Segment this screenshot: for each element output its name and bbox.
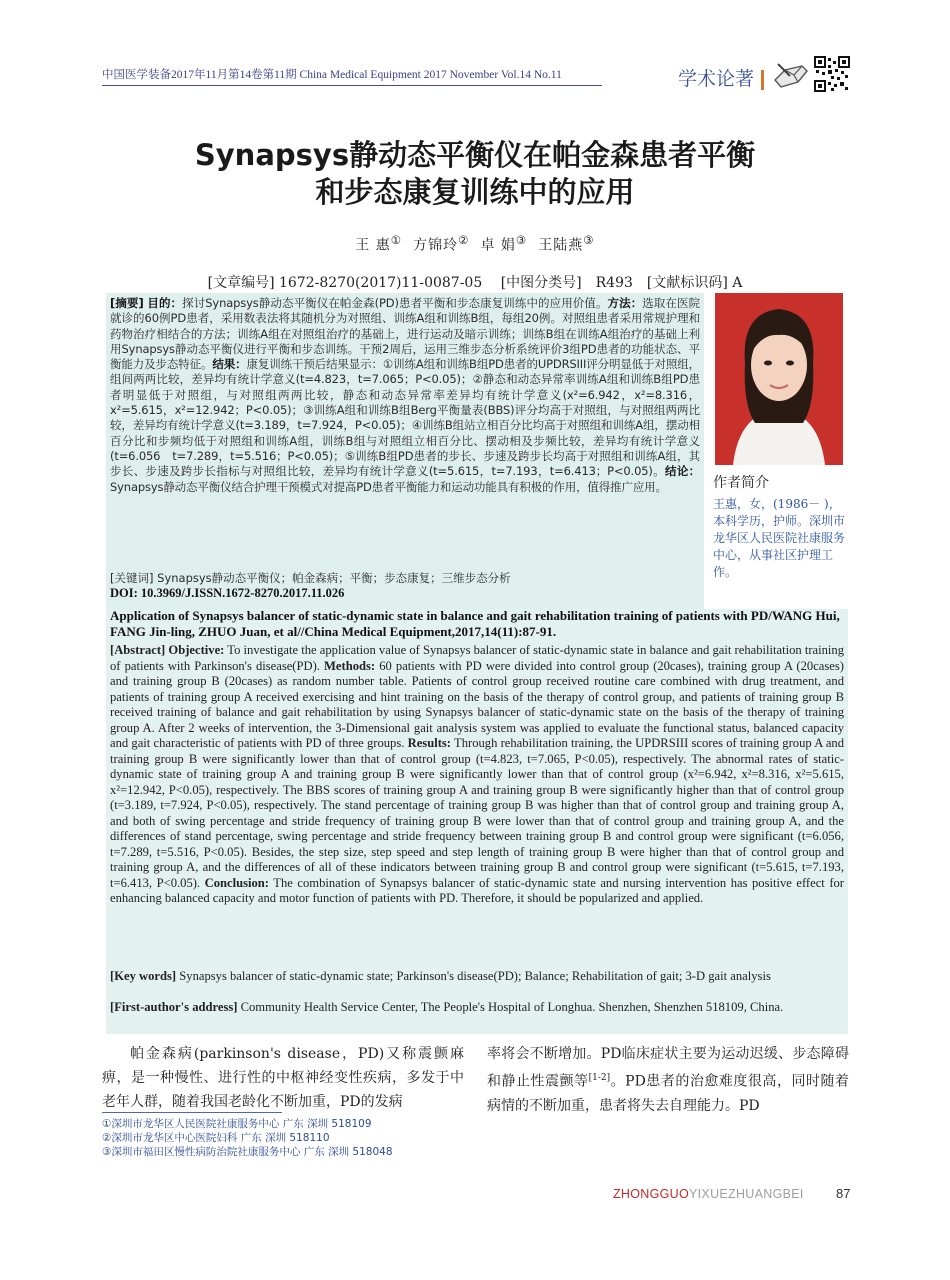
en-methods-label: Methods: — [324, 658, 376, 673]
body-right-part-1: 率将会不断增加。PD临床症状主要为运动迟缓、步态障碍和静止性震颤等 — [487, 1046, 849, 1090]
author-name: 方锦玲 — [413, 237, 459, 254]
cn-keywords-label: [关键词] — [110, 571, 154, 585]
cn-objective-label: 目的： — [147, 296, 183, 310]
cn-results-text: 康复训练干预后结果显示：①训练A组和训练B组PD患者的UPDRSIII评分明显低于对照组，组间两两比较，差异均有统计学意义(t=4.823，t=7.065；P<0.05)；②静态和动态异常率训练A组和训练B组PD患者明显低于对照组，与对照组两两比较，静态和动态异常率差异均有统计学意义(x²=6.942，x²=8.316，x²=5.615，x²=12.942；P<0.05)；③训练A组和训练B组Berg平衡量表(BBS)评分均高于对照组，与对照组两两比较，差异均有统计学意义(t=3.189，t=7.924，P<0.05)；④训练B组站立相百分比均高于对照组和训练A组，摆动相百分比和步频均低于对照组和训练A组，训练B组与对照组立相百分比、摆动相及步频比较，差异均有统计学意义(t=6.056 t=7.289，t=5.516；P<0.05)；⑤训练B组PD患者的步长、步速及跨步长均高于对照组和训练A组，其步长、步速及跨步长指标与对照组比较，差异均有统计学意义(t=5.615，t=7.193，t=6.413；P<0.05)。 — [110, 357, 700, 479]
en-abstract-label: [Abstract] — [110, 643, 166, 657]
footnote-rule — [102, 1112, 282, 1113]
author-name: 王陆燕 — [538, 237, 584, 254]
section-divider — [761, 70, 764, 90]
article-info: [文章编号] 1672-8270(2017)11-0087-05 [中图分类号] R493 [文献标识码] A — [207, 275, 743, 291]
cn-methods-label: 方法： — [607, 296, 643, 310]
cn-conclusion-text: Synapsys静动态平衡仪结合护理干预模式对提高PD患者平衡能力和运动功能具有积极的作用，值得推广应用。 — [110, 479, 667, 494]
body-text-left: 帕金森病(parkinson's disease，PD)又称震颤麻痹，是一种慢性、进行性的中枢神经变性疾病，多发于中老年人群，随着我国老龄化不断加重，PD的发病 — [102, 1046, 464, 1110]
affiliation-footnotes — [102, 1117, 522, 1159]
footer-magazine-name — [613, 1187, 804, 1201]
author-name: 卓 娟 — [480, 237, 516, 254]
reference-citation: [1-2] — [588, 1073, 611, 1083]
cn-keywords-text: Synapsys静动态平衡仪；帕金森病；平衡；步态康复；三维步态分析 — [157, 571, 511, 585]
article-title — [0, 137, 950, 211]
en-objective-label: Objective: — [168, 643, 225, 657]
footer-mag-gray: YIXUEZHUANGBEI — [689, 1187, 804, 1201]
body-right-part-2: 。PD患者的治愈难度很高，同时随着病情的不断加重，患者将失去自理能力。PD — [487, 1073, 849, 1114]
cn-keywords — [110, 570, 700, 586]
cn-abstract-label: [摘要] — [110, 296, 144, 310]
en-conclusion-text: The combination of Synapsys balancer of static-dynamic state and nursing intervention has positive effect for enhancing balanced capacity and motor function of patients with PD. Therefore, it should be popularized and applied. — [110, 875, 845, 905]
author-list — [0, 233, 950, 255]
body-text-right — [487, 1042, 849, 1118]
footer-mag-red: ZHONGGUO — [613, 1187, 690, 1201]
footnote-item: ②深圳市龙华区中心医院妇科 广东 深圳 518110 — [102, 1132, 330, 1144]
author-name: 王 惠 — [355, 237, 391, 254]
cn-results-label: 结果： — [212, 357, 247, 372]
en-abstract — [110, 643, 844, 907]
en-title: Application of Synapsys balancer of static-dynamic state in balance and gait rehabilitation training of patients with PD/WANG Hui, FANG Jin-ling, ZHUO Juan, et al//China Medical Equipment,2017,14(11):87-91. — [110, 608, 840, 639]
cn-objective-text: 探讨Synapsys静动态平衡仪在帕金森(PD)患者平衡和步态康复训练中的应用价值。 — [182, 296, 608, 310]
cn-conclusion-label: 结论： — [665, 464, 700, 479]
title-line-2: 和步态康复训练中的应用 — [315, 175, 635, 209]
footnote-item: ①深圳市龙华区人民医院社康服务中心 广东 深圳 518109 — [102, 1118, 372, 1130]
portrait-image — [715, 293, 843, 465]
page-number: 87 — [836, 1186, 851, 1201]
title-line-1: Synapsys静动态平衡仪在帕金森患者平衡 — [194, 138, 756, 172]
author-affiliation-mark: ① — [390, 233, 403, 247]
author-profile-bio: 王惠，女，(1986－ )，本科学历，护师。深圳市龙华区人民医院社康服务中心，从事社区护理工作。 — [713, 497, 846, 579]
en-keywords — [110, 969, 844, 985]
cn-methods-text: 选取在医院就诊的60例PD患者，采用数表法将其随机分为对照组、训练A组和训练B组，每组20例。对照组患者采用常规护理和药物治疗相结合的方法；训练A组在对照组治疗的基础上，进行运动及暗示训练；训练B组在训练A组治疗的基础上利用Synapsys静动态平衡仪进行平衡和步态训练。干预2周后，运用三维步态分析系统评价3组PD患者的功能状态、平衡能力及步态特征。 — [110, 296, 700, 372]
author-photo — [715, 293, 843, 465]
en-results-label: Results: — [407, 736, 452, 750]
en-objective-text: To investigate the application value of Synapsys balancer of static-dynamic state in balance and gait rehabilitation training of patients with Parkinson's disease(PD). — [110, 643, 845, 673]
en-keywords-text: Synapsys balancer of static-dynamic state; Parkinson's disease(PD); Balance; Rehabilitation of gait; 3-D gait analysis — [179, 969, 771, 983]
en-keywords-label: [Key words] — [110, 969, 177, 983]
hand-pen-icon — [772, 56, 810, 94]
cn-abstract — [110, 296, 700, 495]
section-tag: 学术论著 — [678, 68, 755, 90]
author-affiliation-mark: ② — [458, 233, 470, 247]
en-address-text: Community Health Service Center, The People's Hospital of Longhua. Shenzhen, Shenzhen 518109, China. — [240, 1000, 784, 1014]
footnote-item: ③深圳市福田区慢性病防治院社康服务中心 广东 深圳 518048 — [102, 1146, 393, 1158]
journal-header: 中国医学装备2017年11月第14卷第11期 China Medical Equipment 2017 November Vol.14 No.11 — [102, 66, 602, 86]
en-results-text: Through rehabilitation training, the UPDRSIII scores of training group A and training group B were significantly lower than that of control group (t=4.823, t=7.065, P<0.05), respectively. The abnormal rates of static-dynamic state of training group A and training group B were significantly lower than that of control group (x²=6.942, x²=8.316, x²=5.615, x²=12.942, P<0.05), respectively. The BBS scores of training group A and training group B were significantly higher than that of control group (t=3.189, t=7.924, P<0.05), respectively. The stand percentage of training group B was higher than that of control group and training group A, and both of swing percentage and stride frequency of training group B were lower than that of control group and training group A, and the differences of stand percentage, swing percentage and stride frequency between training group B and control group were significant (t=6.056, t=7.289, t=5.516, P<0.05). Besides, the step size, step speed and step length of training group B were higher than that of control group and training group A, and the differences of all of these indicators between training group B and control group were significant (t=5.615, t=7.193, t=6.413, P<0.05). — [110, 736, 845, 890]
en-conclusion-label: Conclusion: — [204, 875, 269, 890]
en-first-author-address — [110, 1000, 844, 1016]
author-affiliation-mark: ③ — [583, 233, 595, 247]
qr-code-icon — [814, 56, 850, 92]
author-affiliation-mark: ③ — [515, 233, 528, 247]
author-profile-heading: 作者简介 — [713, 475, 769, 491]
doi: DOI: 10.3969/J.ISSN.1672-8270.2017.11.026 — [110, 586, 345, 600]
en-methods-text: 60 patients with PD were divided into control group (20cases), training group A (20cases) and training group B (20cases) as random number table. Patients of control group received routine care combined with drug treatment, and patients of training group A received exercising and hint training on the basis of the therapy of control group, and patients of training group B received training of balance and gait rehabilitation by using Synapsys balancer of static-dynamic state on the basis of the therapy of training group A. After 2 weeks of intervention, the 3-Dimensional gait analysis system was applied to evaluate the functional status, balanced capacity and gait characteristic of patients with PD of three groups. — [110, 658, 844, 750]
en-address-label: [First-author's address] — [110, 1000, 238, 1014]
